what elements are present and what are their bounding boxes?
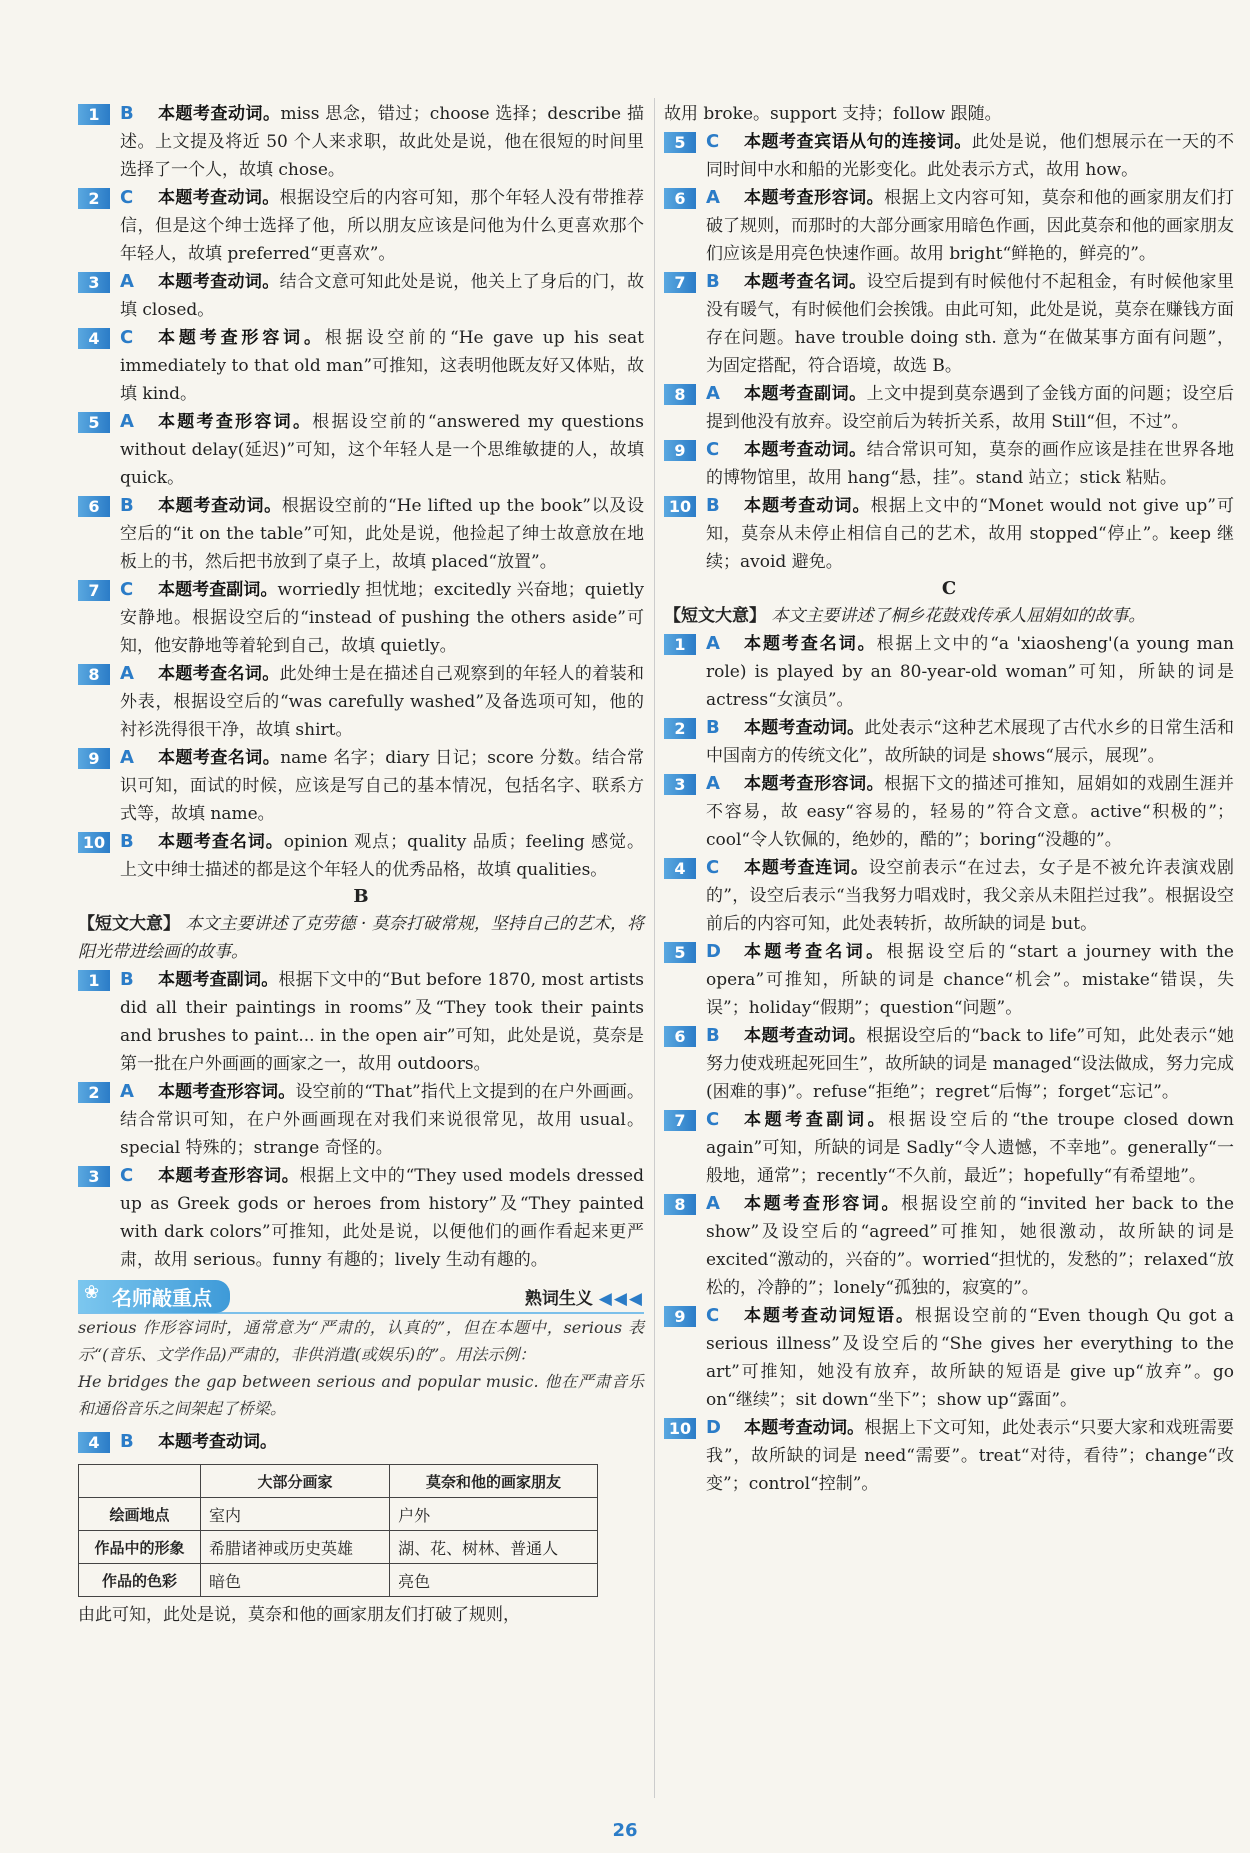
answer-lead: 本题考查动词。: [744, 440, 867, 460]
answer-lead: 本题考查名词。: [158, 664, 280, 684]
section-c-heading: C: [941, 578, 957, 599]
answer-letter: B: [706, 271, 720, 292]
answer-item: [78, 408, 644, 492]
answer-explanation: [706, 1022, 1234, 1106]
answer-explanation: [706, 770, 1234, 854]
answer-item: [664, 938, 1234, 1022]
answer-explanation: [120, 100, 644, 184]
answer-item: [664, 714, 1234, 770]
answer-text: 根据设空前的“answered my questions without delay(延迟)”可知，这个年轻人是一个思维敏捷的人，故填 quick。: [120, 412, 644, 488]
answer-text: 根据上文内容可知，莫奈和他的画家朋友们打破了规则，而那时的大部分画家用暗色作画，因此莫奈和他的画家朋友们应该是用亮色快速作画。故用 bright“鲜艳的，鲜亮的”。: [706, 188, 1235, 264]
answer-letter: A: [120, 663, 134, 684]
answer-lead: 本题考查宾语从句的连接词。: [744, 132, 972, 152]
question-number: 4: [78, 1432, 110, 1453]
answer-text: 设空前的“That”指代上文提到的在户外画画。结合常识可知，在户外画画现在对我们来说很常见，故用 usual。special 特殊的；strange 奇怪的。: [120, 1082, 645, 1158]
answer-item: [78, 1162, 644, 1274]
answer-explanation: [120, 660, 644, 744]
answer-letter: C: [120, 187, 134, 208]
answer-letter: A: [120, 271, 134, 292]
answer-lead: 本题考查形容词。: [158, 412, 313, 432]
answer-lead: 本题考查形容词。: [158, 328, 325, 348]
answer-item: [664, 770, 1234, 854]
answer-text: 根据设空前的“He gave up his seat immediately to that old man”可推知，这表明他既友好又体贴，故填 kind。: [120, 328, 645, 404]
answer-letter: B: [706, 1025, 720, 1046]
table-header-cell: 大部分画家: [201, 1465, 390, 1498]
answer-explanation: [120, 268, 644, 324]
answer-explanation: [706, 1302, 1234, 1414]
answer-lead: 本题考查形容词。: [158, 1166, 300, 1186]
answer-letter: B: [120, 831, 134, 852]
answer-item: [664, 436, 1234, 492]
summary-text: 本文主要讲述了桐乡花鼓戏传承人屈娟如的故事。: [771, 606, 1146, 626]
answer-lead: 本题考查名词。: [744, 272, 867, 292]
answer-item: [664, 854, 1234, 938]
answer-explanation: [706, 1414, 1234, 1498]
answer-letter: B: [706, 717, 720, 738]
table-row: [79, 1564, 598, 1597]
answer-explanation: [706, 1190, 1234, 1302]
column-divider: [654, 98, 655, 1798]
tip-subtitle-text: 熟词生义: [524, 1288, 593, 1309]
question-number: 5: [664, 942, 696, 963]
answer-item: [78, 966, 644, 1078]
question-number: 9: [78, 748, 110, 769]
answer-text: 根据设空前的“Even though Qu got a serious illness”及设空后的“She gives her everything to the art”可推知，她没有放弃，故所缺的短语是 give up“放弃”。go on“继续”；sit down“坐下”；show up“露面”。: [706, 1306, 1235, 1410]
answer-lead: 本题考查副词。: [158, 580, 278, 600]
question-number: 7: [664, 1110, 696, 1131]
answer-explanation: [120, 744, 644, 828]
answer-letter: B: [120, 103, 134, 124]
answer-letter: A: [706, 383, 720, 404]
answer-letter: A: [120, 747, 134, 768]
after-table-text: 由此可知，此处是说，莫奈和他的画家朋友们打破了规则，: [78, 1605, 520, 1625]
answer-lead: 本题考查形容词。: [744, 1194, 902, 1214]
answer-explanation: [706, 184, 1234, 268]
question-number: 7: [664, 272, 696, 293]
answer-lead: 本题考查动词。: [744, 718, 865, 738]
answer-text: worriedly 担忧地；excitedly 兴奋地；quietly 安静地。根据设空后的“instead of pushing the others aside”可知，他安静地等着轮到自己，故填 quietly。: [120, 580, 645, 656]
answer-lead: 本题考查名词。: [158, 832, 284, 852]
section-c-summary: [664, 602, 1234, 630]
table-row: [79, 1498, 598, 1531]
answer-item: [664, 184, 1234, 268]
table-header-cell: 莫奈和他的画家朋友: [390, 1465, 598, 1498]
answer-text: 根据设空前的“He lifted up the book”以及设空后的“it on the table”可知，此处是说，他捡起了绅士故意放在地板上的书，然后把书放到了桌子上，故填 placed“放置”。: [120, 496, 645, 572]
section-b-answers-cont: [664, 128, 1234, 576]
answer-explanation: [706, 938, 1234, 1022]
question-number: 1: [78, 104, 110, 125]
question-number: 10: [78, 832, 110, 853]
answer-item: [78, 1428, 644, 1456]
answer-text: 此处表示“这种艺术展现了古代水乡的日常生活和中国南方的传统文化”，故所缺的词是 shows“展示，展现”。: [706, 718, 1234, 766]
answer-lead: 本题考查连词。: [744, 858, 869, 878]
section-b-summary: [78, 910, 644, 966]
answer-letter: A: [706, 187, 720, 208]
answer-text: opinion 观点；quality 品质；feeling 感觉。上文中绅士描述的都是这个年轻人的优秀品格，故填 qualities。: [120, 832, 645, 880]
answer-letter: C: [120, 327, 134, 348]
question-number: 2: [78, 1082, 110, 1103]
answer-letter: A: [706, 773, 720, 794]
table-cell: 湖、花、树林、普通人: [390, 1531, 598, 1564]
answer-text: 根据上文中的“They used models dressed up as Greek gods or heroes from history”及“They painted with dark colors”可推知，此处是说，以便他们的画作看起来更严肃，故用 serious。funny 有趣的；lively 生动有趣的。: [120, 1166, 645, 1270]
section-a-answers: [78, 100, 644, 884]
answer-explanation: [706, 436, 1234, 492]
answer-letter: A: [706, 1193, 720, 1214]
section-b-answers: [78, 966, 644, 1274]
answer-lead: 本题考查动词。: [158, 496, 282, 516]
answer-explanation: [120, 576, 644, 660]
answer-letter: C: [706, 857, 720, 878]
answer-item: [664, 1302, 1234, 1414]
answer-lead: 本题考查动词。: [744, 496, 871, 516]
answer-lead: 本题考查动词。: [744, 1026, 867, 1046]
answer-lead: 本题考查名词。: [744, 942, 887, 962]
tip-header: [78, 1280, 644, 1314]
answer-item: [78, 100, 644, 184]
answer-text: miss 思念，错过；choose 选择；describe 描述。上文提及将近 50 个人来求职，故此处是说，他在很短的时间里选择了一个人，故填 chose。: [120, 104, 645, 180]
answer-text: 结合文意可知此处是说，他关上了身后的门，故填 closed。: [120, 272, 645, 320]
comparison-table: [78, 1464, 598, 1597]
section-b-heading: B: [353, 886, 369, 907]
answer-explanation: [120, 828, 644, 884]
question-number: 4: [78, 328, 110, 349]
right-column: [664, 100, 1234, 1498]
answer-explanation: [120, 966, 644, 1078]
answer-explanation: [706, 854, 1234, 938]
question-number: 6: [664, 1026, 696, 1047]
answer-text: 设空前表示“在过去，女子是不被允许表演戏剧的”，设空后表示“当我努力唱戏时，我父亲从未阻拦过我”。根据设空前后的内容可知，此处表转折，故所缺的词是 but。: [706, 858, 1234, 934]
answer-item: [664, 268, 1234, 380]
answer-text: 设空后提到有时候他付不起租金，有时候他家里没有暖气，有时候他们会挨饿。由此可知，此处是说，莫奈在赚钱方面存在问题。have trouble doing sth. 意为“在做某事方面有问题”，为固定搭配，符合语境，故选 B。: [706, 272, 1235, 376]
answer-item: [78, 184, 644, 268]
question-number: 5: [78, 412, 110, 433]
answer-lead: 本题考查动词。: [158, 104, 281, 124]
answer-text: 根据上下文可知，此处表示“只要大家和戏班需要我”，故所缺的词是 need“需要”。treat“对待，看待”；change“改变”；control“控制”。: [706, 1418, 1234, 1494]
summary-text: 本文主要讲述了克劳德 · 莫奈打破常规，坚持自己的艺术，将阳光带进绘画的故事。: [78, 914, 645, 962]
tip-text-2: He bridges the gap between serious and popular music. 他在严肃音乐和通俗音乐之间架起了桥梁。: [78, 1372, 644, 1418]
answer-lead: 本题考查动词。: [158, 272, 280, 292]
question-number: 10: [664, 1418, 696, 1439]
question-number: 5: [664, 132, 696, 153]
answer-lead: 本题考查副词。: [158, 970, 279, 990]
question-number: 2: [78, 188, 110, 209]
answer-lead: 本题考查名词。: [158, 748, 281, 768]
answer-item: [78, 660, 644, 744]
answer-text: 结合常识可知，莫奈的画作应该是挂在世界各地的博物馆里，故用 hang“悬，挂”。stand 站立；stick 粘贴。: [706, 440, 1235, 488]
table-header-cell: [79, 1465, 201, 1498]
answer-letter: A: [706, 633, 720, 654]
summary-tag: 【短文大意】: [664, 606, 766, 626]
answer-text: 根据设空后的“start a journey with the opera”可推知，所缺的词是 chance“机会”。mistake“错误，失误”；holiday“假期”；question“问题”。: [706, 942, 1234, 1018]
table-row-header: 作品中的形象: [79, 1531, 201, 1564]
tip-title: [78, 1280, 230, 1313]
continued-text: 故用 broke。support 支持；follow 跟随。: [664, 104, 1002, 124]
answer-lead: 本题考查动词短语。: [744, 1306, 915, 1326]
question-number: 8: [664, 384, 696, 405]
answer-item: [78, 1078, 644, 1162]
answer-lead: 本题考查形容词。: [744, 188, 885, 208]
answer-letter: D: [706, 1417, 721, 1438]
teacher-tip-box: [78, 1280, 644, 1422]
answer-explanation: [706, 492, 1234, 576]
answer-lead: 本题考查名词。: [744, 634, 877, 654]
question-number: 6: [78, 496, 110, 517]
answer-lead: 本题考查副词。: [744, 1110, 889, 1130]
answer-text: name 名字；diary 日记；score 分数。结合常识可知，面试的时候，应该是写自己的基本情况，包括名字、联系方式等，故填 name。: [120, 748, 645, 824]
table-row: [79, 1531, 598, 1564]
question-number: 1: [664, 634, 696, 655]
answer-text: 根据下文中的“But before 1870, most artists did all their paintings in rooms”及“They took their paints and brushes to paint... in the open air”可知，此处是说，莫奈是第一批在户外画画的画家之一，故用 outdoors。: [120, 970, 644, 1074]
answer-item: [78, 744, 644, 828]
question-number: 3: [78, 1166, 110, 1187]
answer-text: 根据下文的描述可推知，屈娟如的戏剧生涯并不容易，故 easy“容易的，轻易的”符合文意。active“积极的”；cool“令人钦佩的，绝妙的，酷的”；boring“没趣的”。: [706, 774, 1235, 850]
question-number: 9: [664, 1306, 696, 1327]
question-number: 3: [664, 774, 696, 795]
answer-item: [78, 828, 644, 884]
table-cell: 亮色: [390, 1564, 598, 1597]
answer-item: [664, 630, 1234, 714]
table-cell: 户外: [390, 1498, 598, 1531]
table-header-row: [79, 1465, 598, 1498]
answer-lead: 本题考查动词。: [744, 1418, 865, 1438]
tip-text-1: serious 作形容词时，通常意为“严肃的，认真的”，但在本题中，serious 表示“(音乐、文学作品)严肃的，非供消遣(或娱乐)的”。用法示例：: [78, 1318, 644, 1364]
answer-explanation: [120, 184, 644, 268]
answer-letter: D: [706, 941, 721, 962]
answer-item: [664, 1022, 1234, 1106]
answer-letter: B: [706, 495, 720, 516]
question-number: 3: [78, 272, 110, 293]
answer-explanation: [120, 492, 644, 576]
question-number: 2: [664, 718, 696, 739]
page-number: 26: [612, 1820, 638, 1841]
table-cell: 希腊诸神或历史英雄: [201, 1531, 390, 1564]
answer-explanation: [120, 1078, 644, 1162]
answer-letter: B: [120, 969, 134, 990]
answer-explanation: [706, 630, 1234, 714]
question-number: 9: [664, 440, 696, 461]
answer-explanation: [120, 1162, 644, 1274]
section-c-answers: [664, 630, 1234, 1498]
answer-letter: C: [706, 1109, 720, 1130]
answer-explanation: [120, 324, 644, 408]
answer-text: 根据设空后的“the troupe closed down again”可知，所缺的词是 Sadly“令人遗憾，不幸地”。generally“一般地，通常”；recently“不久前，最近”；hopefully“有希望地”。: [706, 1110, 1235, 1186]
answer-text: 根据设空后的“back to life”可知，此处表示“她努力使戏班起死回生”，故所缺的词是 managed“设法做成，努力完成(困难的事)”。refuse“拒绝”；regret“后悔”；forget“忘记”。: [706, 1026, 1235, 1102]
question-number: 10: [664, 496, 696, 517]
answer-item: [664, 1190, 1234, 1302]
arrows-icon: ◀◀◀: [598, 1288, 644, 1309]
answer-lead: 本题考查形容词。: [744, 774, 885, 794]
answer-lead: 本题考查动词。: [158, 188, 280, 208]
answer-letter: C: [706, 131, 720, 152]
answer-item: [664, 380, 1234, 436]
answer-explanation: [706, 714, 1234, 770]
answer-item: [664, 128, 1234, 184]
answer-letter: C: [706, 439, 720, 460]
answer-lead: 本题考查动词。: [158, 1432, 277, 1452]
leaf-icon: ❀: [84, 1281, 100, 1303]
answer-item: [664, 1414, 1234, 1498]
answer-item: [664, 492, 1234, 576]
table-cell: 室内: [201, 1498, 390, 1531]
answer-item: [78, 324, 644, 408]
left-column: [78, 100, 644, 1629]
answer-explanation: [706, 268, 1234, 380]
question-number: 8: [664, 1194, 696, 1215]
answer-letter: A: [120, 1081, 134, 1102]
table-row-header: 绘画地点: [79, 1498, 201, 1531]
table-cell: 暗色: [201, 1564, 390, 1597]
question-number: 1: [78, 970, 110, 991]
tip-subtitle: [525, 1284, 644, 1309]
answer-text: 根据设空前的“invited her back to the show”及设空后的“agreed”可推知，她很激动，故所缺的词是 excited“激动的，兴奋的”。worried“担忧的，发愁的”；relaxed“放松的，冷静的”；lonely“孤独的，寂寞的”。: [706, 1194, 1235, 1298]
answer-letter: A: [120, 411, 134, 432]
answer-text: 根据上文中的“Monet would not give up”可知，莫奈从未停止相信自己的艺术，故用 stopped“停止”。keep 继续；avoid 避免。: [706, 496, 1234, 572]
table-row-header: 作品的色彩: [79, 1564, 201, 1597]
answer-letter: B: [120, 495, 134, 516]
answer-letter: C: [120, 579, 134, 600]
answer-item: [664, 1106, 1234, 1190]
answer-explanation: [706, 1106, 1234, 1190]
answer-explanation: [120, 408, 644, 492]
question-number: 7: [78, 580, 110, 601]
answer-text: 根据上文中的“a 'xiaosheng'(a young man role) is played by an 80-year-old woman”可知，所缺的词是 actress“女演员”。: [706, 634, 1234, 710]
tip-title-text: 名师敲重点: [112, 1285, 212, 1310]
question-number: 8: [78, 664, 110, 685]
answer-text: 上文中提到莫奈遇到了金钱方面的问题；设空后提到他没有放弃。设空前后为转折关系，故用 Still“但，不过”。: [706, 384, 1235, 432]
answer-letter: C: [706, 1305, 720, 1326]
summary-tag: 【短文大意】: [78, 914, 181, 934]
answer-item: [78, 492, 644, 576]
answer-explanation: [706, 380, 1234, 436]
answer-item: [78, 576, 644, 660]
answer-item: [78, 268, 644, 324]
answer-lead: 本题考查形容词。: [158, 1082, 296, 1102]
answer-text: 此处是说，他们想展示在一天的不同时间中水和船的光影变化。此处表示方式，故用 how。: [706, 132, 1235, 180]
answer-lead: 本题考查副词。: [744, 384, 867, 404]
answer-text: 此处绅士是在描述自己观察到的年轻人的着装和外表，根据设空后的“was carefully washed”及备选项可知，他的衬衫洗得很干净，故填 shirt。: [120, 664, 645, 740]
answer-letter: B: [120, 1431, 134, 1452]
question-number: 4: [664, 858, 696, 879]
answer-letter: C: [120, 1165, 134, 1186]
question-number: 6: [664, 188, 696, 209]
answer-explanation: [706, 128, 1234, 184]
answer-text: 根据设空后的内容可知，那个年轻人没有带推荐信，但是这个绅士选择了他，所以朋友应该是问他为什么更喜欢那个年轻人，故填 preferred“更喜欢”。: [120, 188, 645, 264]
